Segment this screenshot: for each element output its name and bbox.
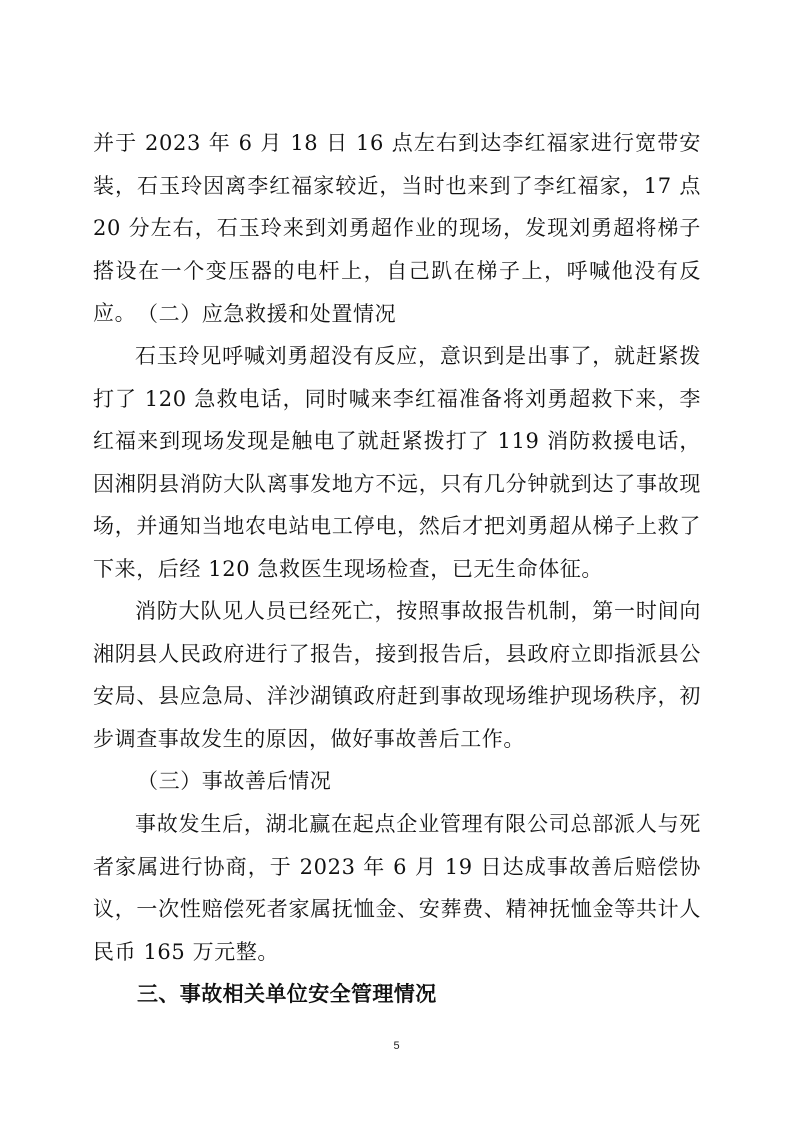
section-heading-emergency-rescue: （二）应急救援和处置情况 xyxy=(137,302,397,326)
chapter-heading-safety-management: 三、事故相关单位安全管理情况 xyxy=(137,982,437,1006)
paragraph-aftermath: 事故发生后，湖北赢在起点企业管理有限公司总部派人与死者家属进行协商，于 2023 年 6 月 19 日达成事故善后赔偿协议，一次性赔偿死者家属抚恤金、安葬费、精神抚恤金等共计人民币 165 万元整。 xyxy=(93,812,701,964)
section-heading-aftermath: （三）事故善后情况 xyxy=(137,769,332,793)
paragraph-incident-discovery: 并于 2023 年 6 月 18 日 16 点左右到达李红福家进行宽带安装，石玉玲因离李红福家较近，当时也来到了李红福家，17 点 20 分左右，石玉玲来到刘勇超作业的现场，发现刘勇超将梯子搭设在一个变压器的电杆上，自己趴在梯子上，呼喊他没有反应。 xyxy=(93,131,701,325)
paragraph-emergency-rescue: 石玉玲见呼喊刘勇超没有反应，意识到是出事了，就赶紧拨打了 120 急救电话，同时喊来李红福准备将刘勇超救下来，李红福来到现场发现是触电了就赶紧拨打了 119 消防救援电话，因湘阴县消防大队离事发地方不远，只有几分钟就到达了事故现场，并通知当地农电站电工停电，然后才把刘勇超从梯子上救了下来，后经 120 急救医生现场检查，已无生命体征。 xyxy=(93,344,701,581)
page-number: 5 xyxy=(393,1040,400,1052)
paragraph-report: 消防大队见人员已经死亡，按照事故报告机制，第一时间向湘阴县人民政府进行了报告，接到报告后，县政府立即指派县公安局、县应急局、洋沙湖镇政府赶到事故现场维护现场秩序，初步调查事故发生的原因，做好事故善后工作。 xyxy=(93,599,701,751)
